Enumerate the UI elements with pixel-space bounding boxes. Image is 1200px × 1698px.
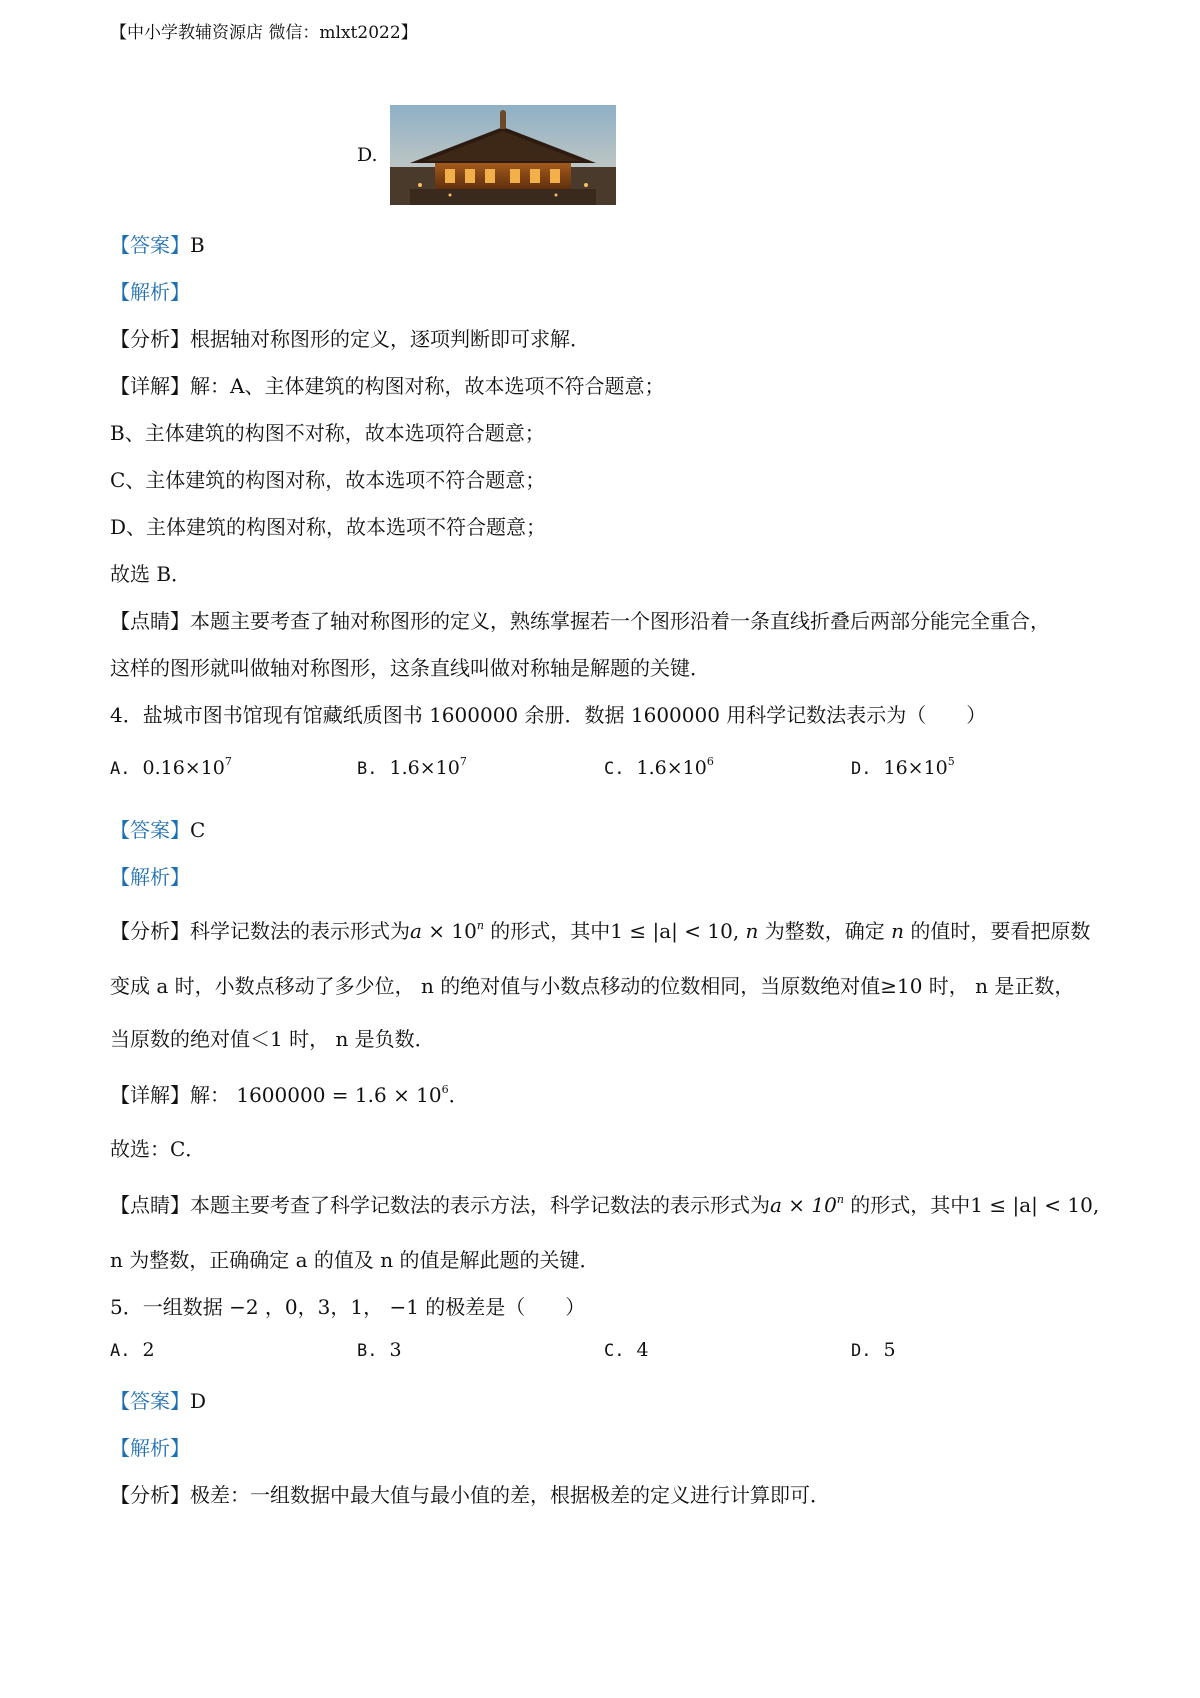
option-exp: 7 bbox=[224, 755, 232, 768]
q3-xiangjie-line1 bbox=[110, 371, 664, 401]
q3-xiangjie-line2: B、主体建筑的构图不对称，故本选项符合题意； bbox=[110, 421, 545, 445]
option-base: 16×10 bbox=[883, 757, 948, 779]
q4-answer bbox=[110, 815, 205, 845]
option-letter: A. bbox=[110, 759, 131, 779]
q3-dianjing-line1 bbox=[110, 606, 1050, 636]
q3-fenxi bbox=[110, 324, 590, 354]
option-letter: D. bbox=[851, 1341, 872, 1361]
option-letter: D. bbox=[851, 759, 872, 779]
q5-stem: 5．一组数据 −2 ，0，3，1， −1 的极差是（ ） bbox=[110, 1295, 586, 1319]
q4-xiangjie bbox=[110, 1080, 469, 1110]
q5-jiexi-tag: 【解析】 bbox=[110, 1436, 190, 1460]
option-value: 5 bbox=[883, 1339, 896, 1361]
exp-n: n bbox=[476, 919, 484, 932]
fenxi-text: 科学记数法的表示形式为 bbox=[190, 919, 410, 943]
q5-option-c bbox=[604, 1339, 649, 1361]
xiangjie-text: 解：A、主体建筑的构图对称，故本选项不符合题意； bbox=[190, 374, 665, 398]
option-letter: C. bbox=[604, 1341, 625, 1361]
option-exp: 6 bbox=[706, 755, 714, 768]
fenxi-tag: 【分析】 bbox=[110, 919, 190, 943]
xiangjie-text: 解： 1600000 = 1.6 × 10 bbox=[190, 1083, 442, 1107]
answer-tag: 【答案】 bbox=[110, 818, 190, 842]
q3-jiexi-tag: 【解析】 bbox=[110, 280, 190, 304]
fenxi-text: 为整数，确定 bbox=[758, 919, 892, 943]
option-letter: A. bbox=[110, 1341, 131, 1361]
dianjing-text: 本题主要考查了轴对称图形的定义，熟练掌握若一个图形沿着一条直线折叠后两部分能完全重合， bbox=[190, 609, 1050, 633]
expr-a-times-ten: a × 10 bbox=[770, 1193, 837, 1217]
dianjing-text: 本题主要考查了科学记数法的表示方法，科学记数法的表示形式为 bbox=[190, 1193, 770, 1217]
fenxi-text: 极差：一组数据中最大值与最小值的差，根据极差的定义进行计算即可． bbox=[190, 1483, 830, 1507]
q4-option-c bbox=[604, 757, 714, 779]
xiangjie-exp: 6 bbox=[441, 1083, 449, 1096]
option-letter: B. bbox=[357, 1341, 378, 1361]
xiangjie-tag: 【详解】 bbox=[110, 1083, 190, 1107]
q4-fenxi-line2: 变成 a 时，小数点移动了多少位， n 的绝对值与小数点移动的位数相同，当原数绝对值≥10 时， n 是正数， bbox=[110, 974, 1075, 998]
option-value: 2 bbox=[142, 1339, 155, 1361]
pagoda-temple-photo bbox=[390, 105, 616, 205]
option-exp: 5 bbox=[947, 755, 955, 768]
option-value: 4 bbox=[636, 1339, 649, 1361]
option-base: 1.6×10 bbox=[389, 757, 460, 779]
option-base: 1.6×10 bbox=[636, 757, 707, 779]
q3-xiangjie-line3: C、主体建筑的构图对称，故本选项不符合题意； bbox=[110, 468, 546, 492]
q4-jiexi-tag: 【解析】 bbox=[110, 865, 190, 889]
q5-option-b bbox=[357, 1339, 402, 1361]
exp-n: n bbox=[836, 1193, 844, 1206]
q3-answer bbox=[110, 230, 205, 260]
q4-stem: 4．盐城市图书馆现有馆藏纸质图书 1600000 余册．数据 1600000 用科学记数法表示为（ ） bbox=[110, 703, 987, 727]
answer-tag: 【答案】 bbox=[110, 1389, 190, 1413]
q4-option-d bbox=[851, 757, 955, 779]
option-exp: 7 bbox=[459, 755, 467, 768]
q3-option-d-label: D. bbox=[357, 144, 378, 166]
header-watermark: 【中小学教辅资源店 微信：mlxt2022】 bbox=[110, 23, 418, 43]
q5-option-a bbox=[110, 1339, 155, 1361]
dianjing-tag: 【点睛】 bbox=[110, 1193, 190, 1217]
option-letter: C. bbox=[604, 759, 625, 779]
xiangjie-tag: 【详解】 bbox=[110, 374, 190, 398]
option-base: 0.16×10 bbox=[142, 757, 225, 779]
answer-tag: 【答案】 bbox=[110, 233, 190, 257]
answer-value: D bbox=[190, 1389, 207, 1413]
option-letter: B. bbox=[357, 759, 378, 779]
xiangjie-end: ． bbox=[448, 1083, 469, 1107]
q5-fenxi bbox=[110, 1480, 830, 1510]
q4-dianjing-line1 bbox=[110, 1190, 1099, 1220]
q5-answer bbox=[110, 1386, 206, 1416]
q4-dianjing-line2: n 为整数，正确确定 a 的值及 n 的值是解此题的关键． bbox=[110, 1248, 600, 1272]
q4-fenxi-line1 bbox=[110, 916, 1090, 946]
fenxi-text: 根据轴对称图形的定义，逐项判断即可求解． bbox=[190, 327, 590, 351]
times-ten: × 10 bbox=[421, 919, 477, 943]
q4-option-a bbox=[110, 757, 232, 779]
q3-dianjing-line2: 这样的图形就叫做轴对称图形，这条直线叫做对称轴是解题的关键． bbox=[110, 656, 710, 680]
q4-guxuan: 故选：C． bbox=[110, 1137, 206, 1161]
q4-fenxi-line3: 当原数的绝对值＜1 时， n 是负数． bbox=[110, 1027, 435, 1051]
dianjing-tag: 【点睛】 bbox=[110, 609, 190, 633]
var-a: a bbox=[410, 919, 422, 943]
q4-option-b bbox=[357, 757, 467, 779]
fenxi-tag: 【分析】 bbox=[110, 327, 190, 351]
option-value: 3 bbox=[389, 1339, 402, 1361]
dianjing-text: 的形式，其中1 ≤ |a| < 10, bbox=[843, 1193, 1100, 1217]
q3-guxuan: 故选 B． bbox=[110, 562, 192, 586]
q5-option-d bbox=[851, 1339, 896, 1361]
answer-value: C bbox=[190, 818, 206, 842]
answer-value: B bbox=[190, 233, 205, 257]
var-n: n bbox=[891, 919, 905, 943]
q3-xiangjie-line4: D、主体建筑的构图对称，故本选项不符合题意； bbox=[110, 515, 547, 539]
var-n: n bbox=[745, 919, 759, 943]
fenxi-tag: 【分析】 bbox=[110, 1483, 190, 1507]
fenxi-text: 的形式，其中1 ≤ |a| < 10, bbox=[483, 919, 746, 943]
fenxi-text: 的值时，要看把原数 bbox=[904, 919, 1091, 943]
